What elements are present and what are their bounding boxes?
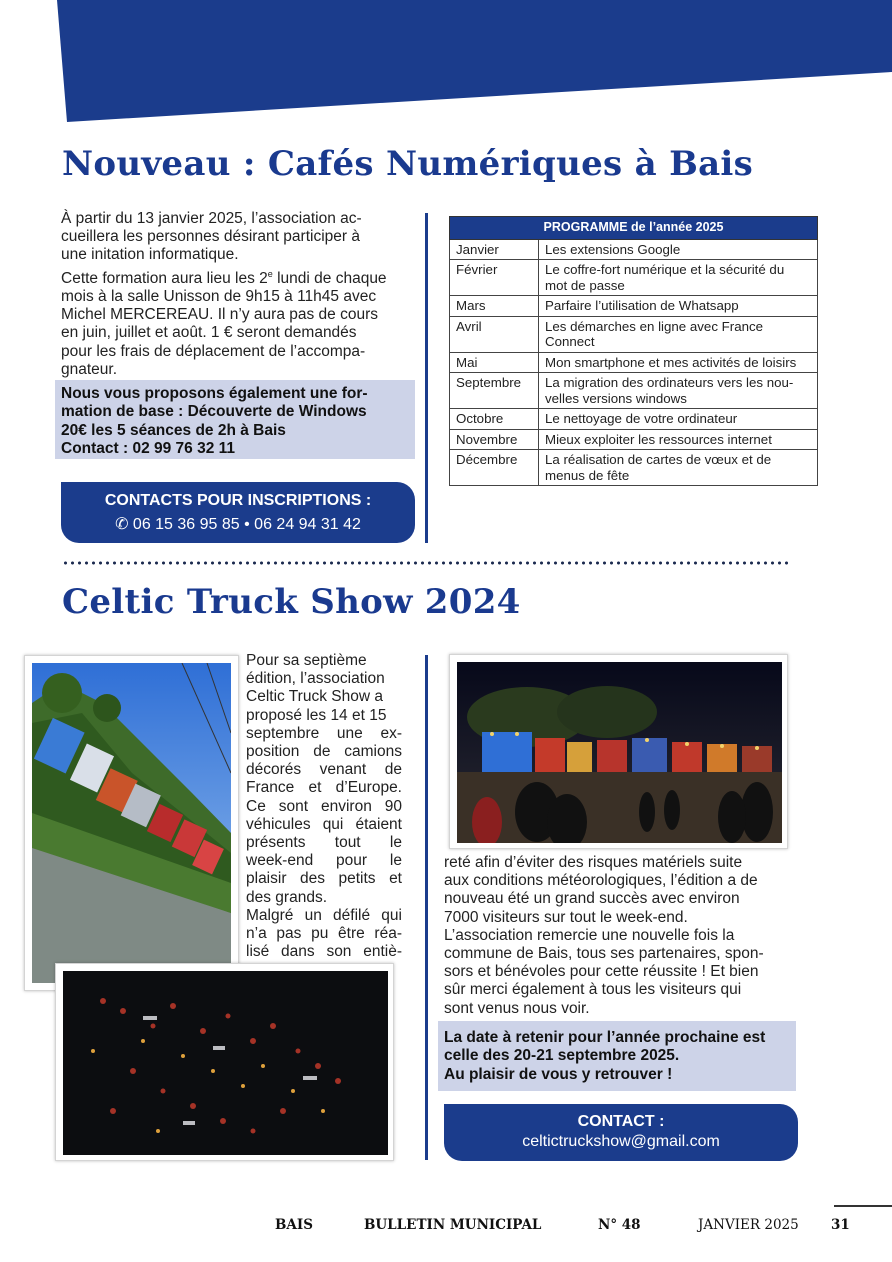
month-cell: Janvier xyxy=(450,239,539,260)
text-line: reté afin d’éviter des risques matériels suite xyxy=(444,854,743,871)
text-line: proposé les 14 et 15 xyxy=(246,706,387,724)
topic-cell: Les démarches en ligne avec France Connect xyxy=(539,316,818,352)
text-line: plaisir des petits et xyxy=(246,870,402,888)
column-divider xyxy=(425,655,428,1160)
text-line: 7000 visiteurs sur tout le week-end. xyxy=(444,908,688,926)
text-line: édition, l’association xyxy=(246,670,385,688)
table-row xyxy=(450,352,818,373)
text-line: des grands. xyxy=(246,888,327,906)
text-line: n’a pas pu être réa- xyxy=(246,925,402,943)
text-line: nouveau été un grand succès avec environ xyxy=(444,890,740,908)
month-cell: Novembre xyxy=(450,429,539,450)
cafes-highlight-box xyxy=(55,380,415,459)
cafes-intro-text xyxy=(61,210,402,379)
topic-cell: La migration des ordinateurs vers les nou- velles versions windows xyxy=(539,373,818,409)
text-line: cueillera les personnes désirant participer à xyxy=(61,228,360,246)
text-line: L’association remercie une nouvelle fois la xyxy=(444,926,735,944)
highlight-line: 20€ les 5 séances de 2h à Bais xyxy=(61,421,286,439)
month-cell: Décembre xyxy=(450,450,539,486)
text-line: décorés venant de xyxy=(246,761,402,779)
section-separator xyxy=(62,561,790,565)
text-line: aux conditions météorologiques, l’édition a de xyxy=(444,872,758,890)
photo-aerial-night xyxy=(55,963,394,1161)
column-divider xyxy=(425,213,428,543)
footer-publication: BULLETIN MUNICIPAL xyxy=(364,1217,542,1233)
text-line: Cette formation aura lieu les 2e lundi de chaque xyxy=(61,268,387,287)
truck-show-text-narrow xyxy=(246,652,402,961)
topic-cell: Le nettoyage de votre ordinateur xyxy=(539,409,818,430)
truck-show-text-right xyxy=(444,854,785,1018)
night-crowd-image xyxy=(457,662,782,843)
month-cell: Septembre xyxy=(450,373,539,409)
month-cell: Octobre xyxy=(450,409,539,430)
table-row xyxy=(450,409,818,430)
text-line: septembre une ex- xyxy=(246,724,402,742)
text-line: mois à la salle Unisson de 9h15 à 11h45 avec xyxy=(61,287,377,305)
photo-night-crowd xyxy=(449,654,788,849)
text-line: pour les frais de déplacement de l’accompa- xyxy=(61,342,366,360)
truck-show-contact-box xyxy=(444,1104,798,1161)
topic-cell: La réalisation de cartes de vœux et de menus de fête xyxy=(539,450,818,486)
text-line: en juin, juillet et août. 1 € seront demandés xyxy=(61,324,357,342)
inscriptions-contact-box xyxy=(61,482,415,543)
program-table xyxy=(449,216,818,486)
section-title-cafes: Nouveau : Cafés Numériques à Bais xyxy=(62,144,754,184)
table-row xyxy=(450,429,818,450)
text-line: sont venus nous voir. xyxy=(444,999,590,1017)
highlight-line: Au plaisir de vous y retrouver ! xyxy=(444,1065,673,1083)
highlight-line: La date à retenir pour l’année prochaine est xyxy=(444,1029,766,1046)
table-row xyxy=(450,260,818,296)
table-row xyxy=(450,316,818,352)
text-line: une initation informatique. xyxy=(61,246,239,264)
table-row xyxy=(450,239,818,260)
highlight-line: Contact : 02 99 76 32 11 xyxy=(61,439,236,457)
photo-trucks-roadside xyxy=(24,655,239,991)
trucks-roadside-image xyxy=(32,663,231,983)
text-line: Malgré un défilé qui xyxy=(246,906,402,924)
text-line: sors et bénévoles pour cette réussite ! Et bien xyxy=(444,963,759,981)
table-row xyxy=(450,296,818,317)
footer-date: JANVIER 2025 xyxy=(698,1217,799,1233)
topic-cell: Le coffre-fort numérique et la sécurité du mot de passe xyxy=(539,260,818,296)
text-line: présents tout le xyxy=(246,834,402,852)
text-line: lisé dans son entiè- xyxy=(246,943,402,961)
contact-email-link[interactable]: celtictruckshow@gmail.com xyxy=(522,1133,720,1150)
top-banner xyxy=(0,0,892,125)
text-line: sûr merci également à tous les visiteurs qui xyxy=(444,981,742,999)
month-cell: Avril xyxy=(450,316,539,352)
truck-show-highlight-box xyxy=(438,1021,796,1091)
text-line: Pour sa septième xyxy=(246,652,367,669)
month-cell: Mai xyxy=(450,352,539,373)
text-line: gnateur. xyxy=(61,360,118,378)
text-line: Celtic Truck Show a xyxy=(246,688,383,706)
highlight-line: Nous vous proposons également une for- xyxy=(61,385,368,402)
text-line: commune de Bais, tous ses partenaires, spon- xyxy=(444,945,764,963)
text-line: week-end pour le xyxy=(246,852,402,870)
footer-page-number: 31 xyxy=(831,1217,850,1233)
section-title-truck-show: Celtic Truck Show 2024 xyxy=(62,582,521,622)
contact-phones[interactable]: ✆ 06 15 36 95 85 • 06 24 94 31 42 xyxy=(115,516,361,533)
highlight-line: celle des 20-21 septembre 2025. xyxy=(444,1047,680,1065)
contact-heading: CONTACT : xyxy=(577,1113,665,1130)
footer-town: BAIS xyxy=(275,1217,313,1233)
highlight-line: mation de base : Découverte de Windows xyxy=(61,403,367,421)
aerial-night-image xyxy=(63,971,388,1155)
program-table-header: PROGRAMME de l’année 2025 xyxy=(450,217,818,240)
text-line: position de camions xyxy=(246,743,402,761)
footer-issue: N° 48 xyxy=(598,1217,641,1233)
text-line: Michel MERCEREAU. Il n’y aura pas de cours xyxy=(61,306,379,324)
contact-heading: CONTACTS POUR INSCRIPTIONS : xyxy=(104,492,372,509)
table-row xyxy=(450,373,818,409)
text-line: Ce sont environ 90 xyxy=(246,797,402,815)
topic-cell: Parfaire l’utilisation de Whatsapp xyxy=(539,296,818,317)
month-cell: Février xyxy=(450,260,539,296)
topic-cell: Mieux exploiter les ressources internet xyxy=(539,429,818,450)
footer-rule xyxy=(834,1205,892,1207)
text-line: À partir du 13 janvier 2025, l’association ac- xyxy=(61,210,362,227)
text-line: véhicules qui étaient xyxy=(246,815,402,833)
table-row xyxy=(450,450,818,486)
month-cell: Mars xyxy=(450,296,539,317)
topic-cell: Mon smartphone et mes activités de loisirs xyxy=(539,352,818,373)
topic-cell: Les extensions Google xyxy=(539,239,818,260)
text-line: France et d’Europe. xyxy=(246,779,402,797)
